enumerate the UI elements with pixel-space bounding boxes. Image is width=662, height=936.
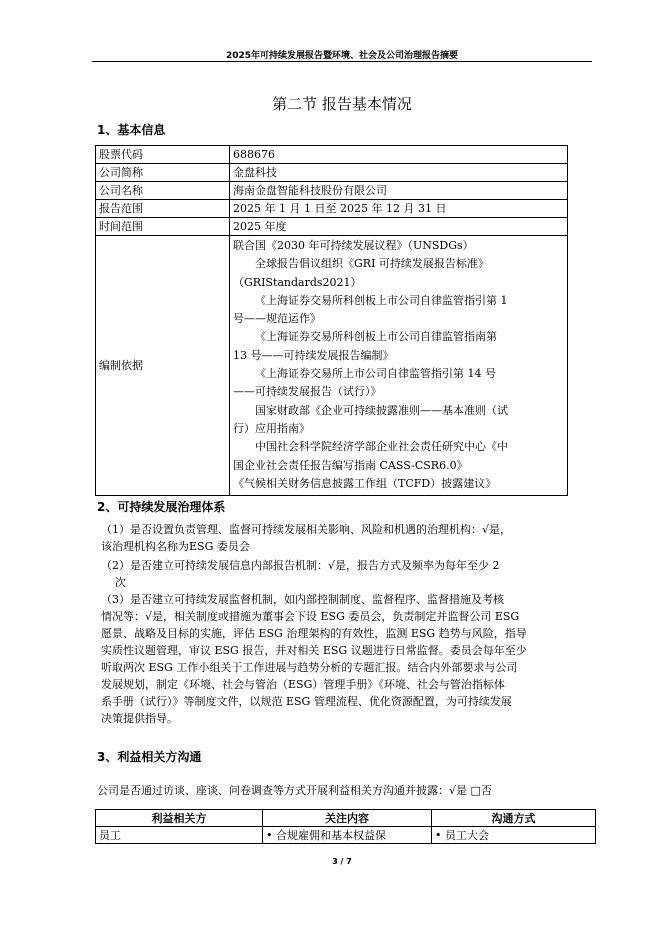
paragraph-line: 发展规划，制定《环境、社会与管治（ESG）管理手册》《环境、社会与管治指标体 [101, 678, 505, 691]
row-label: 报告范围 [96, 200, 230, 218]
row-value: 688676 [230, 146, 568, 164]
table-header-row [96, 810, 596, 827]
basis-line: 号——规范运作》 [233, 312, 321, 326]
row-value: 2025 年度 [230, 218, 568, 236]
row-label: 股票代码 [96, 146, 230, 164]
paragraph-line: 愿景、战略及目标的实施，评估 ESG 治理架构的有效性，监测 ESG 趋势与风险，指导 [101, 627, 527, 640]
basis-line: 《上海证券交易所上市公司自律监管指引第 14 号 [255, 367, 496, 381]
table-row-basis [96, 236, 568, 496]
row-value: 2025 年 1 月 1 日至 2025 年 12 月 31 日 [230, 200, 568, 218]
column-header: 关注内容 [263, 810, 432, 827]
basic-info-table [95, 145, 568, 496]
basis-line: 13 号——可持续发展报告编制》 [233, 348, 394, 362]
paragraph-line: 系手册（试行）》等制度文件，以规范 ESG 管理流程、优化资源配置，为可持续发展 [101, 695, 512, 708]
basis-line: 全球报告倡议组织《GRI 可持续发展报告标准》 [255, 257, 489, 271]
cell-concern: • 合规雇佣和基本权益保 [263, 827, 432, 844]
table-row [96, 182, 568, 200]
basis-line: ——可持续发展报告（试行）》 [233, 385, 382, 399]
section-title: 第二节 报告基本情况 [272, 95, 412, 113]
basis-line: 《上海证券交易所科创板上市公司自律监管指引第 1 [255, 293, 508, 307]
paragraph-line: 次 [115, 576, 126, 589]
cell-method: • 员工大会 [432, 827, 596, 844]
header-rule [92, 61, 592, 62]
row-label: 公司简称 [96, 164, 230, 182]
governance-heading: 2、可持续发展治理体系 [97, 500, 226, 514]
table-row [96, 164, 568, 182]
row-value: 海南金盘智能科技股份有限公司 [230, 182, 568, 200]
row-label: 时间范围 [96, 218, 230, 236]
paragraph-line: （3）是否建立可持续发展监督机制，如内部控制制度、监督程序、监督措施及考核 [101, 593, 504, 606]
stakeholder-table [95, 809, 596, 844]
basis-line: 《气候相关财务信息披露工作组（TCFD）披露建议》 [233, 476, 497, 490]
governance-item-3 [101, 591, 593, 727]
table-row [96, 827, 596, 844]
cell-party: 员工 [96, 827, 263, 844]
basis-line: 《上海证券交易所科创板上市公司自律监管指南第 [255, 330, 497, 344]
basis-line: （GRIStandards2021） [233, 275, 362, 289]
paragraph-line: 情况等：√是，相关制度或措施为董事会下设 ESG 委员会，负责制定并监督公司 ESG [101, 610, 520, 623]
running-header: 2025年可持续发展报告暨环境、社会及公司治理报告摘要 [225, 51, 459, 61]
table-row [96, 146, 568, 164]
paragraph-line: 听取两次 ESG 工作小组关于工作进展与趋势分析的专题汇报。结合内外部要求与公司 [101, 661, 518, 674]
stakeholder-question: 公司是否通过访谈、座谈、问卷调查等方式开展利益相关方沟通并披露：√是 □否 [97, 784, 492, 797]
row-value: 金盘科技 [230, 164, 568, 182]
page-number: 3 / 7 [332, 857, 352, 866]
paragraph-line: 决策提供指导。 [101, 712, 178, 725]
basis-label: 编制依据 [96, 236, 230, 496]
column-header: 利益相关方 [96, 810, 263, 827]
basis-line: 行）应用指南》 [233, 421, 310, 435]
paragraph-line: 该治理机构名称为ESG 委员会 [101, 540, 250, 553]
table-row [96, 218, 568, 236]
basis-line: 国家财政部《企业可持续披露准则——基本准则（试 [255, 403, 508, 417]
governance-item-2 [101, 557, 593, 591]
basis-content [230, 236, 568, 496]
paragraph-line: （2）是否建立可持续发展信息内部报告机制：√是，报告方式及频率为每年至少 2 [101, 559, 500, 572]
column-header: 沟通方式 [432, 810, 596, 827]
stakeholder-heading: 3、利益相关方沟通 [97, 750, 202, 764]
paragraph-line: 实质性议题管理，审议 ESG 报告，并对相关 ESG 议题进行日常监督。委员会每年至少 [101, 644, 527, 657]
basis-line: 国企业社会责任报告编写指南 CASS-CSR6.0》 [233, 458, 468, 472]
basis-line: 中国社会科学院经济学部企业社会责任研究中心《中 [255, 440, 508, 454]
table-row [96, 200, 568, 218]
governance-item-1 [101, 521, 593, 555]
paragraph-line: （1）是否设置负责管理、监督可持续发展相关影响、风险和机遇的治理机构：√是， [101, 523, 512, 536]
basis-line: 联合国《2030 年可持续发展议程》（UNSDGs） [233, 239, 474, 252]
basic-info-heading: 1、基本信息 [97, 123, 166, 137]
row-label: 公司名称 [96, 182, 230, 200]
